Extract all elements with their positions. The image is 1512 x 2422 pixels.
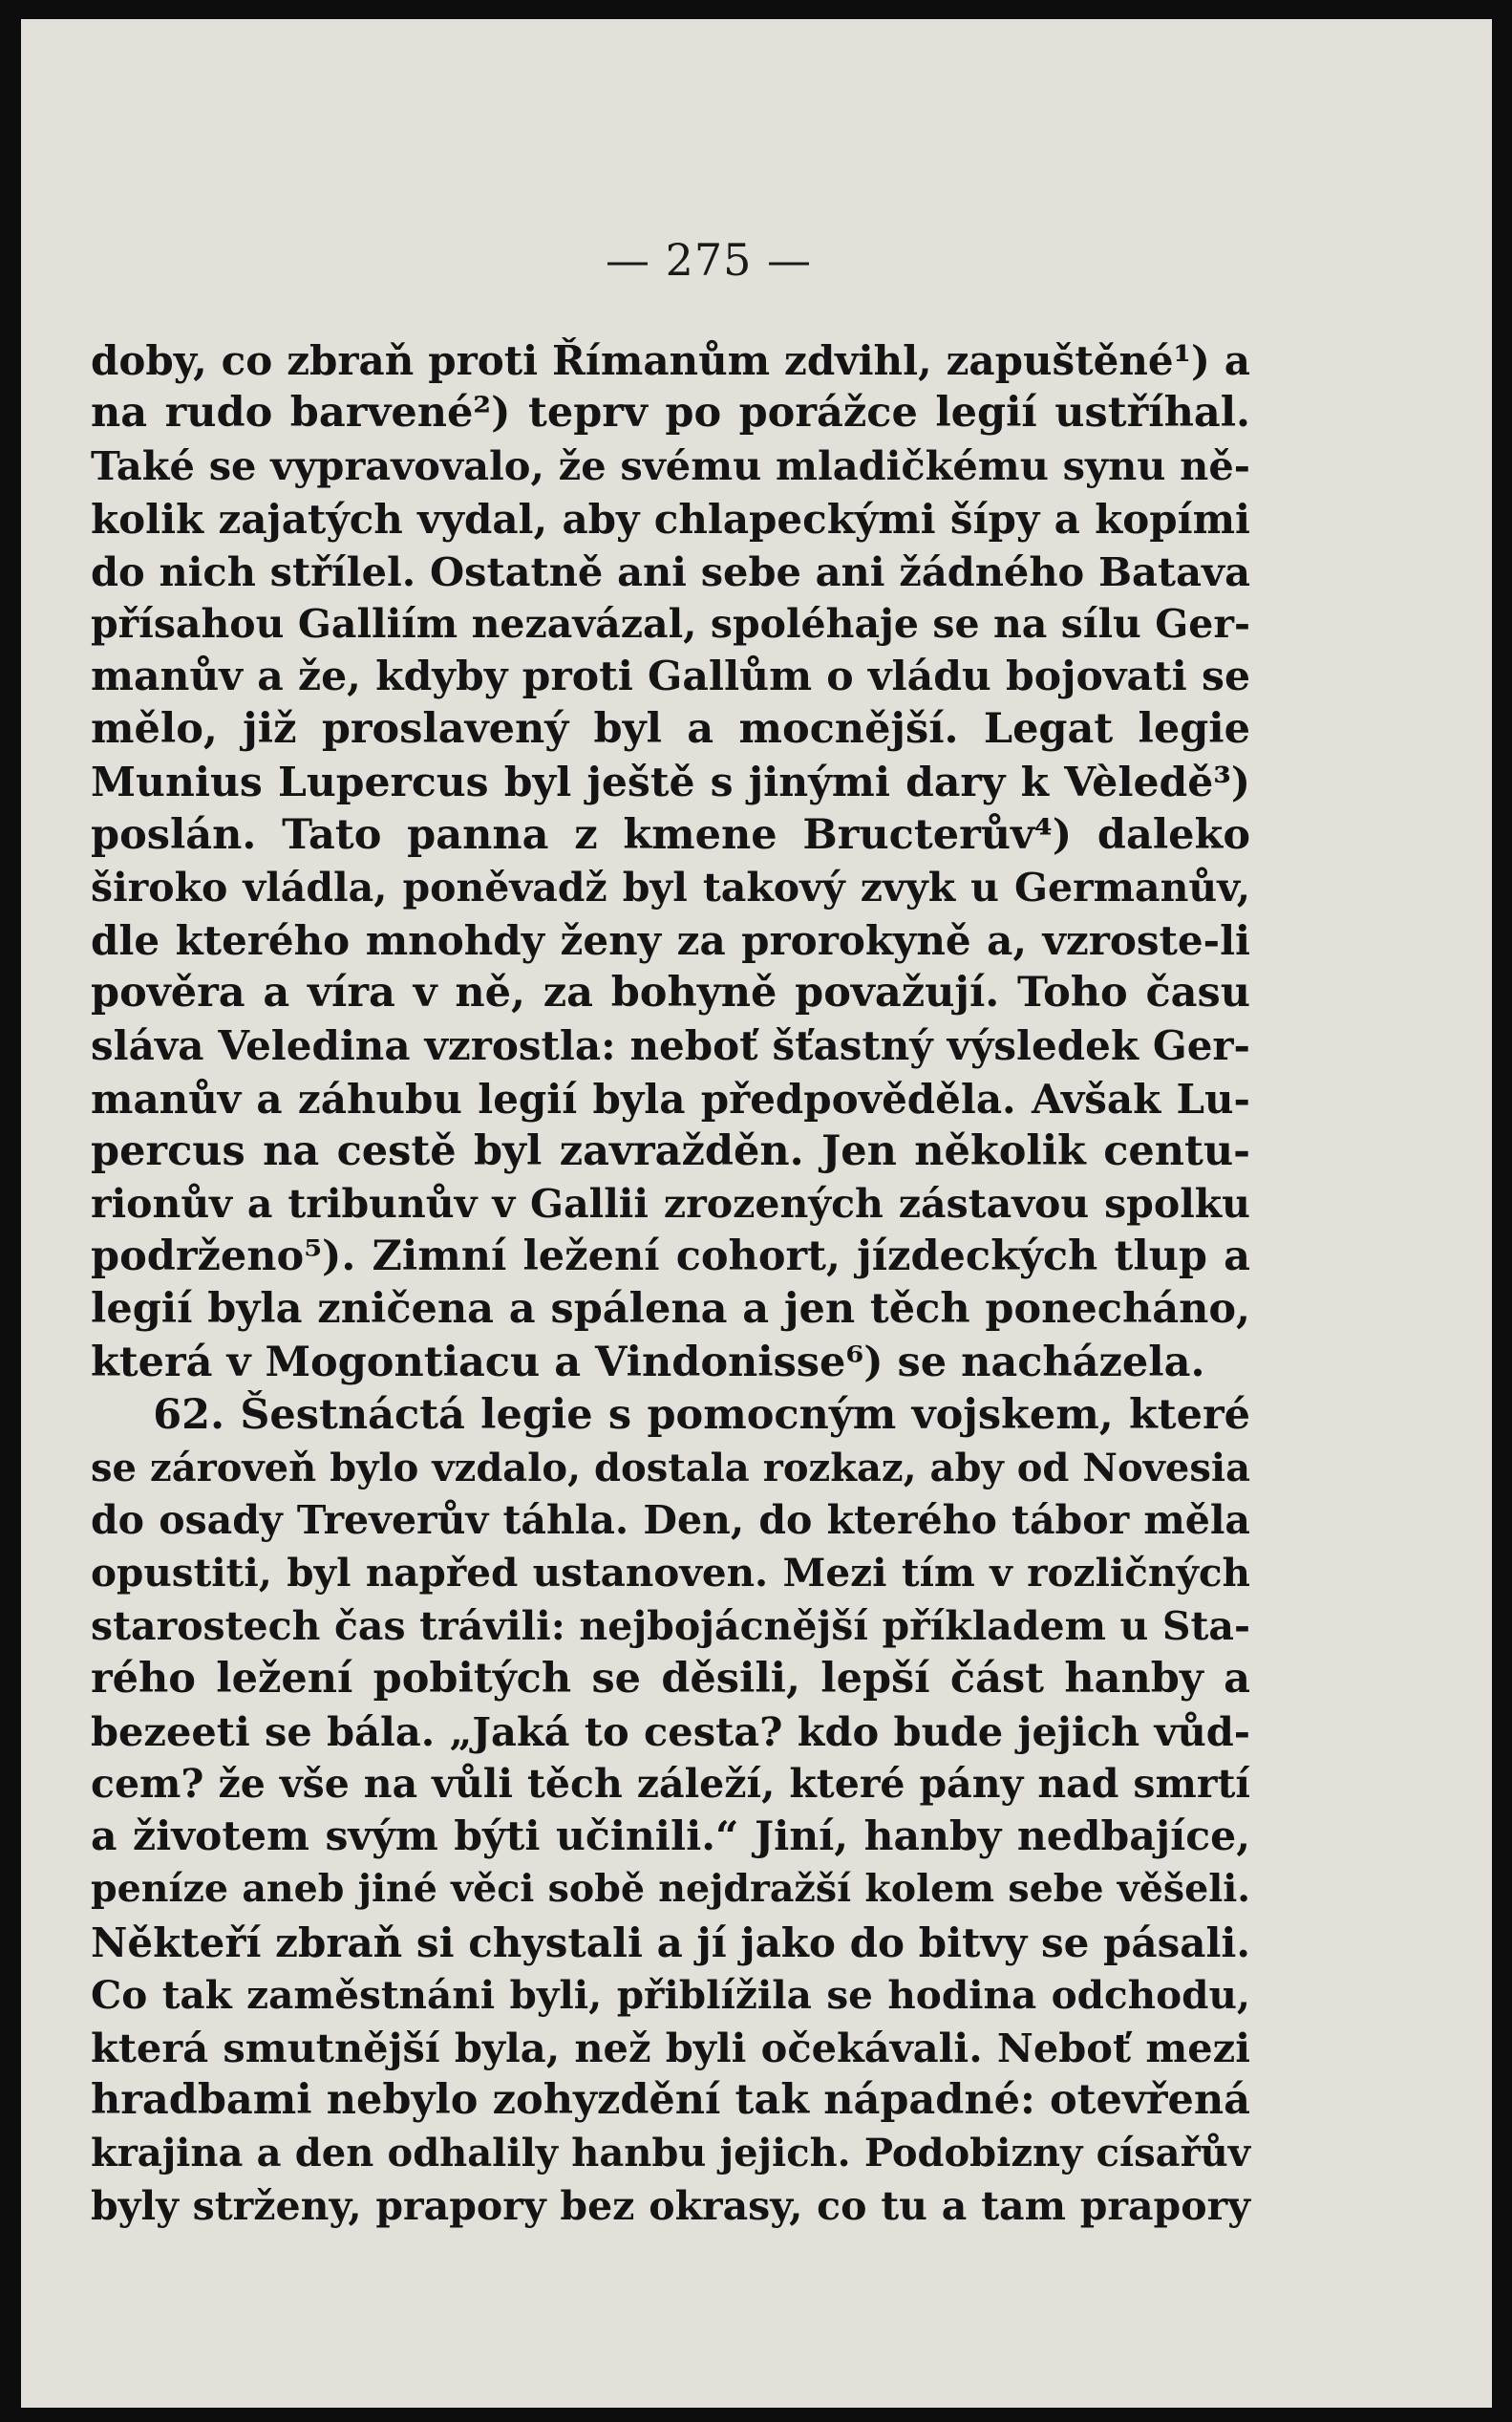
text-line: percus na cestě byl zavražděn. Jen několik centu- xyxy=(91,1126,1250,1175)
text-line: manův a záhubu legií byla předpověděla. Avšak Lu- xyxy=(91,1075,1250,1123)
text-line: rionův a tribunův v Gallii zrozených zástavou spolku xyxy=(91,1181,1250,1227)
book-page xyxy=(21,19,1492,2408)
text-line: kolik zajatých vydal, aby chlapeckými šípy a kopími xyxy=(91,495,1250,543)
text-line: do osady Treverův táhla. Den, do kterého tábor měla xyxy=(91,1497,1250,1544)
text-line: doby, co zbraň proti Římanům zdvihl, zapuštěné¹) a xyxy=(91,337,1250,384)
text-line: pověra a víra v ně, za bohyně považují. Toho času xyxy=(91,969,1250,1018)
text-line: 62. Šestnáctá legie s pomocným vojskem, které xyxy=(91,1390,1250,1439)
text-line: podrženo⁵). Zimní ležení cohort, jízdeckých tlup a xyxy=(91,1232,1250,1281)
text-line: do nich střílel. Ostatně ani sebe ani žádného Batava xyxy=(91,547,1250,595)
text-line: která smutnější byla, než byli očekávali. Neboť mezi xyxy=(91,2025,1250,2071)
text-line: mělo, již proslavený byl a mocnější. Legat legie xyxy=(91,705,1250,754)
text-line: cem? že vše na vůli těch záleží, které pány nad smrtí xyxy=(91,1761,1250,1808)
text-line: starostech čas trávili: nejbojácnější příkladem u Sta- xyxy=(91,1602,1250,1649)
text-line: legií byla zničena a spálena a jen těch ponecháno, xyxy=(91,1285,1250,1334)
text-line: peníze aneb jiné věci sobě nejdražší kolem sebe věšeli. xyxy=(91,1867,1250,1912)
text-line: rého ležení pobitých se děsili, lepší část hanby a xyxy=(91,1654,1250,1703)
text-line: na rudo barvené²) teprv po porážce legií ustříhal. xyxy=(91,389,1250,438)
body-text xyxy=(91,334,1250,2233)
text-line: Munius Lupercus byl ještě s jinými dary k Vèledě³) xyxy=(91,758,1250,806)
text-line: opustiti, byl napřed ustanoven. Mezi tím v rozličných xyxy=(91,1550,1250,1597)
text-line: manův a že, kdyby proti Gallům o vládu bojovati se xyxy=(91,653,1250,701)
text-line: Někteří zbraň si chystali a jí jako do bitvy se pásali. xyxy=(91,1918,1250,1966)
text-line: byly strženy, prapory bez okrasy, co tu a tam prapory xyxy=(91,2182,1250,2229)
text-line: a životem svým býti učinili.“ Jiní, hanby nedbajíce, xyxy=(91,1812,1250,1861)
text-line: krajina a den odhalily hanbu jejich. Podobizny císařův xyxy=(91,2131,1250,2176)
text-line: široko vládla, poněvadž byl takový zvyk u Germanův, xyxy=(91,864,1250,911)
text-line: která v Mogontiacu a Vindonisse⁶) se nacházela. xyxy=(91,1338,1205,1386)
text-line: Co tak zaměstnáni byli, přiblížila se hodina odchodu, xyxy=(91,1971,1250,2018)
page-number: — 275 — xyxy=(605,234,813,286)
text-line: sláva Veledina vzrostla: neboť šťastný výsledek Ger- xyxy=(91,1022,1250,1070)
text-line: přísahou Galliím nezavázal, spoléhaje se na sílu Ger- xyxy=(91,600,1250,647)
text-line: Také se vypravovalo, že svému mladičkému synu ně- xyxy=(91,442,1250,490)
text-line: se zároveň bylo vzdalo, dostala rozkaz, aby od Novesia xyxy=(91,1445,1250,1490)
text-line: poslán. Tato panna z kmene Bructerův⁴) daleko xyxy=(91,810,1250,859)
text-line: dle kterého mnohdy ženy za prorokyně a, vzroste-li xyxy=(91,917,1250,965)
text-line: hradbami nebylo zohyzdění tak nápadné: otevřená xyxy=(91,2076,1250,2125)
text-line: bezeeti se bála. „Jaká to cesta? kdo bude jejich vůd- xyxy=(91,1707,1250,1755)
